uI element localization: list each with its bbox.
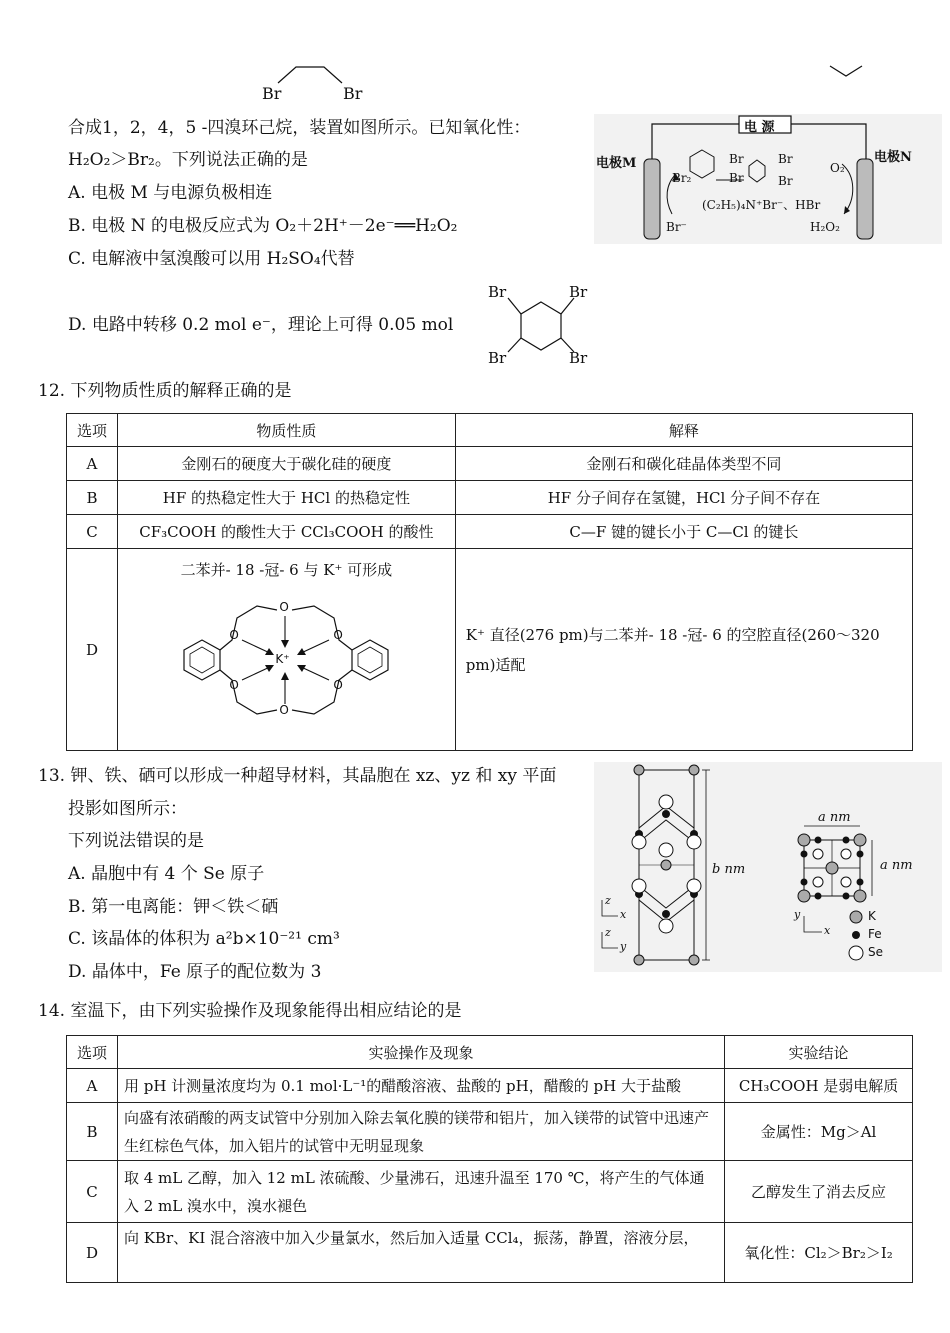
q14-title: 14. 室温下，由下列实验操作及现象能得出相应结论的是 (38, 1001, 462, 1021)
q14-row-a-conclusion: CH₃COOH 是弱电解质 (725, 1069, 913, 1103)
q13-option-c: C. 该晶体的体积为 a²b×10⁻²¹ cm³ (68, 929, 340, 949)
q14-row-b-operation: 向盛有浓硝酸的两支试管中分别加入除去氧化膜的镁带和铝片，加入镁带的试管中迅速产生红棕色气体，加入铝片的试管中无明显现象 (117, 1103, 724, 1161)
fig-br-4: Br (778, 174, 793, 188)
crown-o-bottom: O (279, 703, 289, 717)
q12-title: 12. 下列物质性质的解释正确的是 (38, 381, 292, 401)
q12-row-c-property: CF₃COOH 的酸性大于 CCl₃COOH 的酸性 (117, 515, 455, 549)
q13-option-b: B. 第一电离能：钾＜铁＜硒 (68, 897, 279, 917)
q12-table (66, 413, 913, 751)
q12-row-d-property: 二苯并- 18 -冠- 6 与 K⁺ 可形成 (180, 561, 393, 579)
q14-row-d-option: D (67, 1223, 118, 1283)
legend-fe: Fe (868, 927, 882, 941)
chain-br-left: Br (262, 84, 282, 103)
a-nm-top-label: a nm (818, 810, 851, 825)
axis-x-1: x (620, 908, 627, 921)
q14-row-a-option: A (67, 1069, 118, 1103)
fig-br-2: Br (778, 152, 793, 166)
q14-header-option: 选项 (67, 1036, 118, 1069)
q11-option-a: A. 电极 M 与电源负极相连 (68, 183, 273, 203)
q12-header-option: 选项 (67, 414, 118, 447)
table-row (67, 481, 913, 515)
table-row (67, 1161, 913, 1223)
q11-option-d: D. 电路中转移 0.2 mol e⁻，理论上可得 0.05 mol (68, 315, 454, 335)
crystal-cell-figure (594, 762, 942, 972)
crown-k-ion: K⁺ (275, 652, 290, 666)
h2o2-label: H₂O₂ (810, 220, 840, 234)
axis-z-1: z (605, 894, 611, 907)
q14-row-a-operation: 用 pH 计测量浓度均为 0.1 mol·L⁻¹的醋酸溶液、盐酸的 pH，醋酸的 pH 大于盐酸 (117, 1069, 724, 1103)
a-nm-side-label: a nm (880, 858, 913, 873)
crown-ether-structure (162, 588, 410, 738)
q13-option-d: D. 晶体中，Fe 原子的配位数为 3 (68, 962, 322, 982)
product-br-1: Br (488, 283, 507, 301)
o2-label: O₂ (830, 161, 845, 175)
q11-intro-line2: H₂O₂＞Br₂。下列说法正确的是 (68, 150, 308, 170)
b-nm-label: b nm (712, 862, 746, 877)
power-source-label: 电 源 (744, 120, 775, 135)
electrode-m-label: 电极M (596, 156, 637, 171)
q14-row-d-operation: 向 KBr、KI 混合溶液中加入少量氯水，然后加入适量 CCl₄，振荡，静置，溶液分层， (117, 1223, 724, 1283)
q12-row-b-property: HF 的热稳定性大于 HCl 的热稳定性 (117, 481, 455, 515)
crown-o-top: O (279, 600, 289, 614)
q12-row-d-explanation: K⁺ 直径(276 pm)与二苯并- 18 -冠- 6 的空腔直径(260～320 pm)适配 (455, 549, 912, 751)
legend-k: K (868, 909, 876, 923)
q14-row-b-conclusion: 金属性：Mg＞Al (725, 1103, 913, 1161)
q11-option-b: B. 电极 N 的电极反应式为 O₂＋2H⁺－2e⁻══H₂O₂ (68, 216, 458, 236)
crown-o-right-top: O (333, 628, 343, 642)
fig-br-1: Br (729, 152, 744, 166)
q14-row-d-conclusion: 氧化性：Cl₂＞Br₂＞I₂ (725, 1223, 913, 1283)
q13-line2: 投影如图所示： (68, 799, 187, 819)
table-row (67, 447, 913, 481)
q12-row-a-property: 金刚石的硬度大于碳化硅的硬度 (117, 447, 455, 481)
q11-intro-line1: 合成1，2，4，5 -四溴环己烷，装置如图所示。已知氧化性： (68, 118, 531, 138)
q12-row-a-explanation: 金刚石和碳化硅晶体类型不同 (455, 447, 912, 481)
q13-line1: 13. 钾、铁、硒可以形成一种超导材料，其晶胞在 xz、yz 和 xy 平面 (38, 766, 557, 786)
axis-x-3: x (824, 924, 831, 937)
axis-y-2: y (620, 940, 627, 953)
q14-row-b-option: B (67, 1103, 118, 1161)
table-row (67, 549, 913, 751)
q12-row-b-option: B (67, 481, 118, 515)
axis-y-3: y (794, 908, 801, 921)
br2-label: Br₂ (672, 171, 692, 185)
br-minus-label: Br⁻ (666, 220, 687, 234)
q12-row-c-explanation: C—F 键的键长小于 C—Cl 的键长 (455, 515, 912, 549)
q14-row-c-operation: 取 4 mL 乙醇，加入 12 mL 浓硫酸、少量沸石，迅速升温至 170 ℃，将产生的气体通入 2 mL 溴水中，溴水褪色 (117, 1161, 724, 1223)
q12-header-property: 物质性质 (117, 414, 455, 447)
q12-row-a-option: A (67, 447, 118, 481)
q14-row-c-option: C (67, 1161, 118, 1223)
q12-row-c-option: C (67, 515, 118, 549)
crown-o-left-top: O (229, 628, 239, 642)
q12-header-explanation: 解释 (455, 414, 912, 447)
q14-table (66, 1035, 913, 1283)
table-row (67, 1223, 913, 1283)
table-row (67, 515, 913, 549)
q12-row-d-option: D (67, 549, 118, 751)
product-br-4: Br (569, 349, 588, 367)
fig-br-3: Br (729, 171, 744, 185)
product-br-2: Br (569, 283, 588, 301)
q11-option-c: C. 电解液中氢溴酸可以用 H₂SO₄代替 (68, 249, 355, 269)
crown-o-right-bottom: O (333, 678, 343, 692)
q14-row-c-conclusion: 乙醇发生了消去反应 (725, 1161, 913, 1223)
electrolysis-apparatus-figure (594, 114, 942, 244)
q14-header-operation: 实验操作及现象 (117, 1036, 724, 1069)
axis-z-2: z (605, 926, 611, 939)
q14-header-conclusion: 实验结论 (725, 1036, 913, 1069)
q12-row-b-explanation: HF 分子间存在氢键，HCl 分子间不存在 (455, 481, 912, 515)
legend-se: Se (868, 945, 883, 959)
crown-o-left-bottom: O (229, 678, 239, 692)
chain-br-right: Br (343, 84, 363, 103)
chevron-down-icon (828, 62, 868, 82)
electrolyte-label: (C₂H₅)₄N⁺Br⁻、HBr (702, 198, 821, 212)
electrode-n-label: 电极N (874, 150, 912, 165)
product-br-3: Br (488, 349, 507, 367)
q12-row-d-property-cell (117, 549, 455, 751)
table-row (67, 1069, 913, 1103)
q13-option-a: A. 晶胞中有 4 个 Se 原子 (68, 864, 265, 884)
table-row (67, 1103, 913, 1161)
q13-line3: 下列说法错误的是 (68, 831, 204, 851)
